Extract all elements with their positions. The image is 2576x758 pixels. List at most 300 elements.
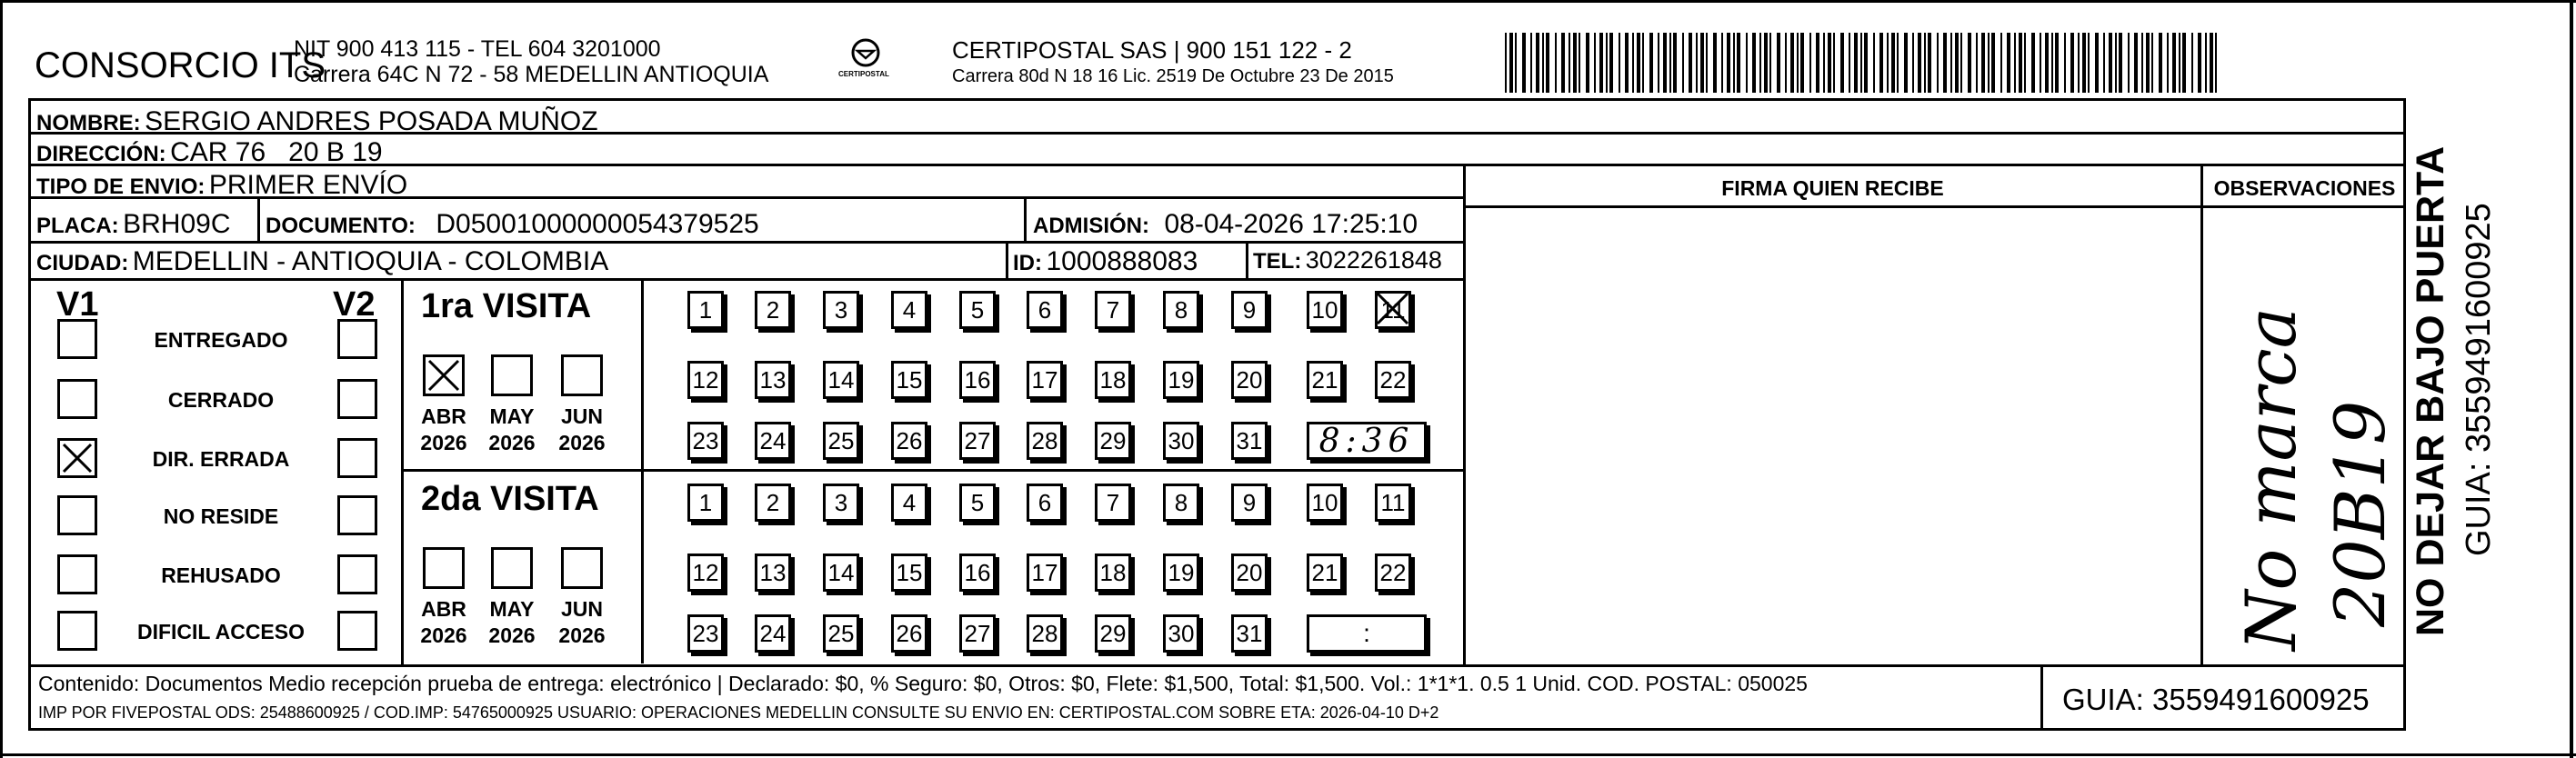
year-label: 2026: [420, 431, 467, 454]
day-box[interactable]: [823, 614, 859, 653]
admision-label: ADMISIÓN:: [1033, 214, 1149, 238]
documento-value: D05001000000054379525: [436, 209, 759, 239]
month-label: MAY: [489, 404, 535, 428]
tipo-label: TIPO DE ENVIO:: [36, 175, 205, 199]
barcode-bar: [1746, 33, 1748, 93]
barcode-bar: [1752, 33, 1756, 93]
footer-print-info: IMP POR FIVEPOSTAL ODS: 25488600925 / COD.IMP: 54765000925 USUARIO: OPERACIONES MEDELLIN CONSULTE SU ENVIO EN: CERTIPOSTAL.COM SOBRE ETA: 2026-04-10 D+2: [38, 703, 1439, 722]
barcode-bar: [1522, 33, 1526, 93]
barcode-bar: [1918, 33, 1921, 93]
day-box[interactable]: [823, 291, 859, 329]
day-box[interactable]: [755, 554, 791, 592]
day-label: 2: [766, 488, 780, 516]
admision-divider: [1024, 196, 1027, 242]
day-label: 7: [1106, 488, 1120, 516]
day-label: 22: [1379, 365, 1407, 394]
day-box[interactable]: [1027, 554, 1063, 592]
day-label: 25: [827, 426, 855, 454]
day-box[interactable]: [1027, 361, 1063, 399]
day-box[interactable]: [823, 422, 859, 460]
day-box[interactable]: [891, 361, 927, 399]
firma-header: FIRMA QUIEN RECIBE: [1721, 176, 1944, 200]
barcode-bar: [1924, 33, 1926, 93]
day-box[interactable]: [687, 554, 724, 592]
day-label: 28: [1031, 619, 1058, 647]
day-box[interactable]: [687, 291, 724, 329]
day-box[interactable]: [1095, 484, 1131, 522]
barcode-bar: [1599, 33, 1603, 93]
month-checkbox[interactable]: [561, 547, 603, 589]
barcode-bar: [2119, 33, 2122, 93]
day-box[interactable]: [1231, 484, 1268, 522]
barcode-bar: [1769, 33, 1771, 93]
barcode-bar: [1673, 33, 1677, 93]
barcode-bar: [1879, 33, 1883, 93]
v2-checkbox[interactable]: [337, 554, 377, 594]
barcode-bar: [1632, 33, 1634, 93]
year-label: 2026: [488, 623, 536, 647]
placa-divider: [257, 196, 260, 242]
barcode-bar: [2141, 33, 2143, 93]
company-address: Carrera 64C N 72 - 58 MEDELLIN ANTIOQUIA: [294, 62, 769, 87]
barcode-bar: [1573, 33, 1577, 93]
day-box[interactable]: [891, 422, 927, 460]
v2-checkbox[interactable]: [337, 495, 377, 535]
year-label: 2026: [558, 623, 606, 647]
barcode-bar: [2210, 33, 2213, 93]
top-edge: [0, 0, 2576, 3]
day-label: 16: [964, 365, 991, 394]
day-box[interactable]: [891, 291, 927, 329]
barcode-bar: [2151, 33, 2153, 93]
day-box[interactable]: [755, 291, 791, 329]
observation-note-1: No marca: [2230, 307, 2311, 651]
day-label: 4: [902, 488, 917, 516]
day-box[interactable]: [1163, 614, 1199, 653]
day-box[interactable]: [755, 484, 791, 522]
company-nit-tel: NIT 900 413 115 - TEL 604 3201000: [294, 36, 661, 62]
barcode-bar: [1777, 33, 1780, 93]
day-box[interactable]: [959, 422, 996, 460]
day-label: 27: [964, 426, 991, 454]
barcode-bar: [1555, 33, 1557, 93]
day-label: 25: [827, 619, 855, 647]
barcode-bar: [1840, 33, 1844, 93]
ciudad-value: MEDELLIN - ANTIOQUIA - COLOMBIA: [132, 246, 609, 276]
obs-left-line: [2200, 164, 2203, 664]
day-box[interactable]: [823, 361, 859, 399]
v1-checkbox[interactable]: [57, 554, 97, 594]
logo-text: CERTIPOSTAL: [838, 70, 889, 78]
day-box[interactable]: [1095, 554, 1131, 592]
day-box[interactable]: [1027, 614, 1063, 653]
barcode-bar: [1561, 33, 1565, 93]
barcode-bar: [1649, 33, 1653, 93]
barcode-bar: [1897, 33, 1899, 93]
year-label: 2026: [488, 431, 536, 454]
barcode-bar: [2167, 33, 2169, 93]
day-label: 2: [766, 295, 780, 324]
bottom-edge: [0, 753, 2576, 756]
barcode-bar: [2134, 33, 2138, 93]
check-mark-icon: [60, 441, 95, 475]
month-checkbox[interactable]: [423, 547, 465, 589]
day-box[interactable]: [1231, 422, 1268, 460]
barcode-bar: [1968, 33, 1971, 93]
month-checkbox[interactable]: [423, 354, 465, 396]
day-box[interactable]: [1027, 291, 1063, 329]
tel-value: 3022261848: [1305, 246, 1442, 274]
status-label: CERRADO: [167, 388, 275, 412]
visit-month-divider: [641, 471, 644, 663]
day-box[interactable]: [1231, 554, 1268, 592]
day-label: 24: [759, 426, 787, 454]
day-label: 16: [964, 558, 991, 586]
barcode-bar: [2064, 33, 2066, 93]
month-label: ABR: [421, 404, 466, 428]
direccion-value: CAR 76 20 B 19: [170, 137, 383, 167]
barcode-bar: [1546, 33, 1549, 93]
barcode-bar: [1860, 33, 1862, 93]
barcode-bar: [1727, 33, 1730, 93]
barcode-bar: [2109, 33, 2112, 93]
day-label: 27: [964, 619, 991, 647]
firma-left-line: [1463, 164, 1466, 664]
footer-guia-divider: [2040, 664, 2043, 731]
barcode-bar: [1515, 33, 1517, 93]
direccion-label: DIRECCIÓN:: [36, 142, 166, 166]
day-box[interactable]: [687, 361, 724, 399]
placa-label: PLACA:: [36, 214, 119, 238]
day-box[interactable]: [1307, 361, 1343, 399]
day-box[interactable]: [1163, 484, 1199, 522]
time-label: :: [1363, 619, 1370, 647]
month-checkbox[interactable]: [561, 354, 603, 396]
barcode-bar: [1509, 33, 1513, 93]
day-label: 1: [698, 295, 713, 324]
barcode-bar: [1609, 33, 1613, 93]
row-line-2: [28, 164, 2406, 166]
check-mark-icon: [426, 357, 462, 394]
status-label: ENTREGADO: [154, 328, 288, 352]
day-label: 28: [1031, 426, 1058, 454]
day-label: 21: [1311, 365, 1338, 394]
barcode-bar: [2000, 33, 2002, 93]
barcode-bar: [2215, 33, 2217, 93]
observaciones-header: OBSERVACIONES: [2213, 176, 2396, 200]
barcode-bar: [1713, 33, 1717, 93]
day-label: 11: [1380, 488, 1406, 516]
barcode-bar: [1682, 33, 1684, 93]
barcode-bar: [2040, 33, 2041, 93]
footer-line: [28, 664, 2406, 667]
barcode-bar: [2179, 33, 2180, 93]
month-checkbox[interactable]: [491, 547, 533, 589]
id-divider: [1006, 241, 1008, 278]
v1-checkbox[interactable]: [57, 319, 97, 359]
v1-checkbox[interactable]: [57, 379, 97, 419]
visit-month-divider: [641, 278, 644, 471]
barcode-bar: [1606, 33, 1608, 93]
day-label: 17: [1031, 558, 1058, 586]
documento-label: DOCUMENTO:: [266, 214, 416, 238]
day-label: 23: [692, 426, 719, 454]
barcode-bar: [1981, 33, 1985, 93]
day-box[interactable]: [891, 484, 927, 522]
day-box[interactable]: [687, 484, 724, 522]
barcode-bar: [1579, 33, 1580, 93]
day-label: 13: [759, 365, 787, 394]
barcode-bar: [1854, 33, 1858, 93]
day-label: 1: [698, 488, 713, 516]
barcode-bar: [1790, 33, 1794, 93]
barcode-bar: [1663, 33, 1667, 93]
barcode-bar: [1619, 33, 1620, 93]
day-box[interactable]: [1307, 554, 1343, 592]
barcode-bar: [1733, 33, 1735, 93]
day-box[interactable]: [755, 422, 791, 460]
day-label: 15: [896, 558, 923, 586]
left-edge: [0, 0, 3, 758]
tel-divider: [1246, 241, 1248, 278]
day-label: 13: [759, 558, 787, 586]
barcode-bar: [1976, 33, 1978, 93]
month-checkbox[interactable]: [491, 354, 533, 396]
v1-label: V1: [56, 285, 99, 324]
right-edge: [2570, 0, 2573, 758]
barcode-bar: [1828, 33, 1831, 93]
day-box[interactable]: [823, 554, 859, 592]
v2-checkbox[interactable]: [337, 379, 377, 419]
day-label: 20: [1236, 365, 1263, 394]
day-label: 12: [692, 365, 719, 394]
barcode-bar: [1569, 33, 1570, 93]
barcode-bar: [2045, 33, 2049, 93]
v2-checkbox[interactable]: [337, 319, 377, 359]
footer-contents: Contenido: Documentos Medio recepción prueba de entrega: electrónico | Declarado: $0, % Seguro: $0, Otros: $0, Flete: $1,500, Total: $1,500. Vol.: 1*1*1. 0.5 1 Unid. COD. POSTAL: 050025: [38, 672, 1808, 695]
row-line-5: [28, 278, 1465, 281]
barcode: [1503, 33, 2227, 93]
placa-value: BRH09C: [123, 209, 231, 239]
barcode-bar: [1706, 33, 1708, 93]
day-label: 11: [1380, 295, 1406, 324]
day-box[interactable]: [1095, 614, 1131, 653]
barcode-bar: [2078, 33, 2080, 93]
day-box[interactable]: [687, 614, 724, 653]
barcode-bar: [2205, 33, 2207, 93]
barcode-bar: [2095, 33, 2099, 93]
day-box[interactable]: [1231, 614, 1268, 653]
barcode-bar: [1950, 33, 1952, 93]
year-label: 2026: [558, 431, 606, 454]
day-box[interactable]: [1163, 361, 1199, 399]
month-label: JUN: [560, 597, 603, 621]
carrier-address: Carrera 80d N 18 16 Lic. 2519 De Octubre 23 De 2015: [952, 66, 1394, 86]
day-box[interactable]: [1231, 361, 1268, 399]
day-label: 22: [1379, 558, 1407, 586]
observation-note-2: 20B19: [2320, 400, 2401, 627]
v1-checkbox[interactable]: [57, 611, 97, 651]
day-label: 19: [1168, 558, 1195, 586]
barcode-bar: [2051, 33, 2053, 93]
barcode-bar: [1759, 33, 1761, 93]
barcode-bar: [1816, 33, 1819, 93]
barcode-bar: [1625, 33, 1629, 93]
day-box[interactable]: [891, 614, 927, 653]
day-label: 31: [1236, 619, 1263, 647]
day-box[interactable]: [755, 614, 791, 653]
barcode-bar: [1669, 33, 1671, 93]
day-box[interactable]: [1095, 422, 1131, 460]
day-label: 4: [902, 295, 917, 324]
day-label: 14: [827, 558, 855, 586]
day-label: 15: [896, 365, 923, 394]
day-box[interactable]: [1375, 484, 1411, 522]
barcode-bar: [2007, 33, 2010, 93]
visit-title: 1ra VISITA: [421, 287, 592, 325]
status-label: REHUSADO: [161, 564, 281, 587]
barcode-bar: [2191, 33, 2193, 93]
day-label: 7: [1106, 295, 1120, 324]
barcode-bar: [1887, 33, 1889, 93]
day-box[interactable]: [959, 554, 996, 592]
day-box[interactable]: [1307, 291, 1343, 329]
barcode-bar: [1904, 33, 1908, 93]
day-label: 5: [970, 295, 985, 324]
day-box[interactable]: [1163, 554, 1199, 592]
day-label: 10: [1311, 295, 1338, 324]
barcode-bar: [1891, 33, 1895, 93]
day-box[interactable]: [1027, 422, 1063, 460]
barcode-bar: [1637, 33, 1640, 93]
status-label: DIFICIL ACCESO: [136, 620, 305, 643]
barcode-bar: [1594, 33, 1596, 93]
day-label: 9: [1242, 295, 1257, 324]
barcode-bar: [1943, 33, 1947, 93]
barcode-bar: [1912, 33, 1914, 93]
day-label: 31: [1236, 426, 1263, 454]
month-label: MAY: [489, 597, 535, 621]
status-label: DIR. ERRADA: [152, 447, 290, 471]
barcode-bar: [2082, 33, 2086, 93]
barcode-bar: [1873, 33, 1875, 93]
barcode-bar: [2031, 33, 2035, 93]
day-box[interactable]: [1163, 291, 1199, 329]
barcode-bar: [2024, 33, 2026, 93]
status-label: NO RESIDE: [163, 504, 279, 528]
day-label: 29: [1099, 426, 1127, 454]
barcode-bar: [2115, 33, 2117, 93]
barcode-bar: [1542, 33, 1544, 93]
nombre-label: NOMBRE:: [36, 111, 141, 135]
v2-checkbox[interactable]: [337, 611, 377, 651]
time-box[interactable]: [1307, 614, 1427, 653]
month-label: ABR: [421, 597, 466, 621]
day-label: 26: [896, 426, 923, 454]
day-box[interactable]: [1375, 554, 1411, 592]
column-header-line: [1465, 205, 2406, 208]
v2-checkbox[interactable]: [337, 438, 377, 478]
visit-divider: [401, 469, 1465, 472]
day-box[interactable]: [823, 484, 859, 522]
barcode-bar: [2172, 33, 2176, 93]
barcode-bar: [2088, 33, 2090, 93]
day-label: 3: [834, 488, 848, 516]
day-check-icon: [1375, 291, 1411, 327]
day-label: 3: [834, 295, 848, 324]
day-box[interactable]: [959, 291, 996, 329]
barcode-bar: [1800, 33, 1804, 93]
day-box[interactable]: [1027, 484, 1063, 522]
barcode-bar: [1505, 33, 1507, 93]
time-label: 8:36: [1318, 422, 1415, 460]
day-box[interactable]: [1095, 291, 1131, 329]
day-box[interactable]: [1231, 291, 1268, 329]
day-box[interactable]: [1375, 291, 1411, 329]
nombre-value: SERGIO ANDRES POSADA MUÑOZ: [145, 106, 598, 136]
day-label: 18: [1099, 558, 1127, 586]
day-box[interactable]: [687, 422, 724, 460]
day-label: 30: [1168, 426, 1195, 454]
day-box[interactable]: [959, 614, 996, 653]
barcode-bar: [1536, 33, 1539, 93]
day-box[interactable]: [959, 361, 996, 399]
barcode-bar: [1937, 33, 1939, 93]
day-box[interactable]: [755, 361, 791, 399]
day-box[interactable]: [1095, 361, 1131, 399]
id-label: ID:: [1013, 251, 1042, 275]
certipostal-logo: [838, 36, 893, 85]
v1-checkbox[interactable]: [57, 495, 97, 535]
day-label: 18: [1099, 365, 1127, 394]
day-label: 21: [1311, 558, 1338, 586]
day-label: 10: [1311, 488, 1338, 516]
barcode-bar: [1864, 33, 1868, 93]
day-label: 14: [827, 365, 855, 394]
day-box[interactable]: [1375, 361, 1411, 399]
v1-checkbox[interactable]: [57, 438, 97, 478]
year-label: 2026: [420, 623, 467, 647]
day-box[interactable]: [959, 484, 996, 522]
day-label: 24: [759, 619, 787, 647]
barcode-graphic: [1503, 33, 2227, 93]
barcode-bar: [1797, 33, 1799, 93]
id-value: 1000888083: [1046, 246, 1198, 276]
day-box[interactable]: [1163, 422, 1199, 460]
barcode-bar: [2182, 33, 2186, 93]
day-label: 8: [1174, 488, 1188, 516]
side-guia: GUIA: 3559491600925: [2460, 203, 2498, 556]
barcode-bar: [1928, 33, 1931, 93]
barcode-bar: [1785, 33, 1787, 93]
barcode-bar: [1658, 33, 1659, 93]
barcode-bar: [1823, 33, 1825, 93]
day-box[interactable]: [891, 554, 927, 592]
barcode-bar: [1721, 33, 1723, 93]
time-box[interactable]: [1307, 422, 1427, 460]
barcode-bar: [1833, 33, 1835, 93]
day-box[interactable]: [1307, 484, 1343, 522]
barcode-bar: [1955, 33, 1959, 93]
day-label: 12: [692, 558, 719, 586]
day-label: 8: [1174, 295, 1188, 324]
barcode-bar: [2103, 33, 2105, 93]
barcode-bar: [2014, 33, 2016, 93]
footer-guia: GUIA: 3559491600925: [2062, 683, 2370, 716]
barcode-bar: [1764, 33, 1768, 93]
barcode-bar: [1988, 33, 1990, 93]
barcode-bar: [1849, 33, 1850, 93]
